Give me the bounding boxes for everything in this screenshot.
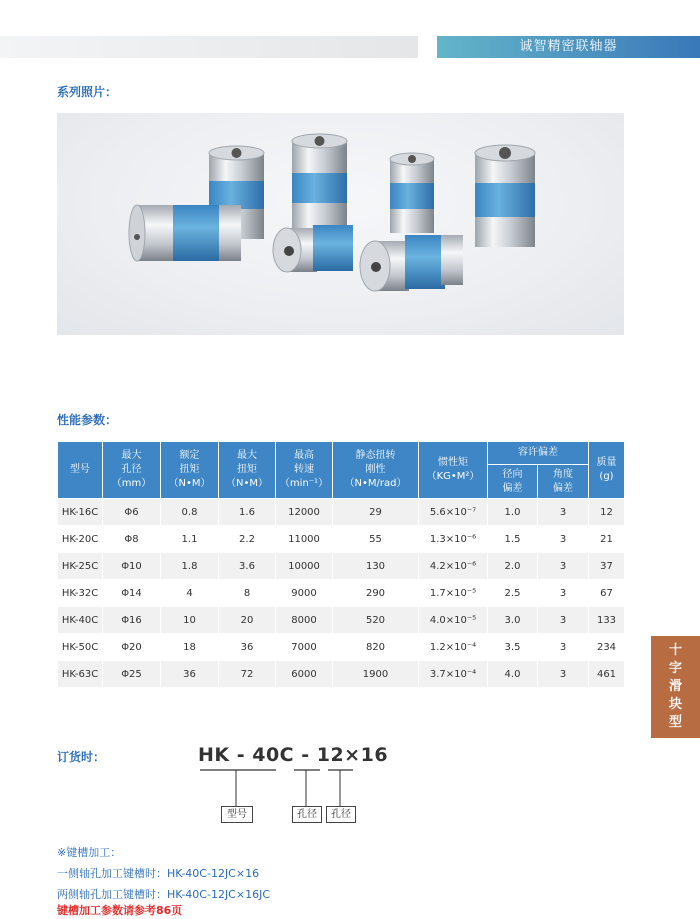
performance-table-body — [58, 499, 625, 688]
table-cell: 3 — [538, 661, 589, 688]
col-bore-line2: 孔径 — [121, 464, 142, 475]
col-stiffness-line3: （N•M/rad） — [344, 478, 407, 489]
table-cell: Φ8 — [103, 526, 161, 553]
table-cell: 520 — [333, 607, 419, 634]
table-row — [58, 553, 625, 580]
table-cell: 3 — [538, 607, 589, 634]
table-cell: 820 — [333, 634, 419, 661]
table-cell: 10000 — [276, 553, 333, 580]
order-label-bore-2: 孔径 — [326, 806, 356, 823]
coupling-illustration — [57, 113, 624, 335]
table-cell: HK-16C — [58, 499, 103, 526]
col-max-speed — [276, 442, 333, 499]
col-rated-torque-line2: 扭矩 — [179, 464, 200, 475]
table-row — [58, 634, 625, 661]
keyway-reference-note: 键槽加工参数请参考86页 — [57, 904, 183, 917]
col-stiffness-line2: 刚性 — [365, 464, 386, 475]
table-cell: 0.8 — [161, 499, 219, 526]
col-max-torque-line2: 扭矩 — [237, 464, 257, 475]
col-max-torque-line3: （N•M） — [225, 478, 268, 489]
table-cell: HK-40C — [58, 607, 103, 634]
header-grey-bar — [0, 36, 418, 58]
table-cell: 8000 — [276, 607, 333, 634]
coupling-standing-2 — [292, 134, 347, 231]
table-cell: 7000 — [276, 634, 333, 661]
keyway-notes — [57, 842, 270, 905]
table-cell: 3.0 — [488, 607, 538, 634]
table-cell: 6000 — [276, 661, 333, 688]
col-stiffness — [333, 442, 419, 499]
table-cell: 130 — [333, 553, 419, 580]
table-cell: 3.5 — [488, 634, 538, 661]
table-cell: 36 — [219, 634, 276, 661]
table-cell: 1.0 — [488, 499, 538, 526]
side-tab-char: 型 — [668, 715, 682, 730]
table-cell: 3 — [538, 580, 589, 607]
order-code-brackets — [198, 768, 358, 808]
brand-title: 诚智精密联轴器 — [519, 39, 618, 54]
col-rated-torque-line1: 额定 — [179, 450, 200, 461]
table-cell: 461 — [589, 661, 625, 688]
side-tab-char: 十 — [668, 643, 682, 658]
table-row — [58, 526, 625, 553]
table-cell: 21 — [589, 526, 625, 553]
table-cell: 37 — [589, 553, 625, 580]
side-tab-char: 滑 — [668, 679, 682, 694]
table-cell: 1900 — [333, 661, 419, 688]
table-cell: 290 — [333, 580, 419, 607]
table-cell: 4.0×10⁻⁵ — [419, 607, 488, 634]
col-radial-line1: 径向 — [502, 468, 523, 480]
table-cell: 3 — [538, 634, 589, 661]
side-tab-char: 块 — [668, 697, 682, 712]
table-cell: Φ10 — [103, 553, 161, 580]
table-cell: 1.5 — [488, 526, 538, 553]
table-cell: 3 — [538, 553, 589, 580]
table-cell: 2.2 — [219, 526, 276, 553]
table-cell: 67 — [589, 580, 625, 607]
table-cell: 4.2×10⁻⁶ — [419, 553, 488, 580]
table-cell: 1.7×10⁻⁵ — [419, 580, 488, 607]
table-cell: HK-50C — [58, 634, 103, 661]
product-photo — [57, 113, 624, 335]
order-label-model: 型号 — [221, 806, 253, 823]
side-tab-char: 字 — [668, 661, 682, 676]
table-cell: 5.6×10⁻⁷ — [419, 499, 488, 526]
coupling-lying-3 — [360, 235, 463, 291]
table-cell: 12000 — [276, 499, 333, 526]
col-inertia — [419, 442, 488, 499]
table-cell: 2.0 — [488, 553, 538, 580]
coupling-lying-2 — [273, 225, 353, 272]
col-mass-line1: 质量 — [596, 457, 617, 468]
col-rated-torque-line3: （N•M） — [168, 478, 211, 489]
table-row — [58, 661, 625, 688]
col-max-torque-line1: 最大 — [237, 450, 257, 461]
table-cell: 4.0 — [488, 661, 538, 688]
keyway-one-side: 一侧轴孔加工键槽时：HK-40C-12JC×16 — [57, 867, 260, 880]
table-cell: 36 — [161, 661, 219, 688]
performance-section-title: 性能参数： — [57, 413, 118, 427]
col-max-speed-line3: （min⁻¹） — [279, 478, 329, 489]
table-row — [58, 580, 625, 607]
col-bore — [103, 442, 161, 499]
table-cell: HK-32C — [58, 580, 103, 607]
col-angular-line2: 偏差 — [553, 482, 573, 494]
col-angular-line1: 角度 — [553, 468, 573, 480]
table-cell: 1.3×10⁻⁶ — [419, 526, 488, 553]
keyway-two-side: 两侧轴孔加工键槽时：HK-40C-12JC×16JC — [57, 888, 271, 901]
col-inertia-line1: 惯性矩 — [438, 457, 468, 468]
table-cell: 18 — [161, 634, 219, 661]
table-cell: 9000 — [276, 580, 333, 607]
keyway-title: ※键槽加工： — [57, 846, 122, 859]
col-max-torque — [219, 442, 276, 499]
table-cell: HK-25C — [58, 553, 103, 580]
col-mass — [589, 442, 625, 499]
brand-banner — [437, 36, 700, 58]
table-cell: 72 — [219, 661, 276, 688]
table-cell: HK-63C — [58, 661, 103, 688]
col-bore-line1: 最大 — [121, 450, 142, 461]
col-angular — [538, 465, 589, 499]
table-cell: HK-20C — [58, 526, 103, 553]
order-section-title: 订货时： — [57, 750, 106, 764]
table-cell: 55 — [333, 526, 419, 553]
col-rated-torque — [161, 442, 219, 499]
table-cell: 12 — [589, 499, 625, 526]
col-max-speed-line2: 转速 — [294, 464, 314, 475]
table-cell: 3.6 — [219, 553, 276, 580]
table-cell: 1.1 — [161, 526, 219, 553]
col-model: 型号 — [58, 442, 103, 499]
table-cell: 3.7×10⁻⁴ — [419, 661, 488, 688]
col-max-speed-line1: 最高 — [294, 450, 314, 461]
table-cell: 3 — [538, 526, 589, 553]
coupling-standing-3 — [390, 153, 434, 233]
table-cell: 133 — [589, 607, 625, 634]
table-row — [58, 607, 625, 634]
col-radial — [488, 465, 538, 499]
col-radial-line2: 偏差 — [502, 482, 523, 494]
table-cell: Φ14 — [103, 580, 161, 607]
col-stiffness-line1: 静态扭转 — [355, 450, 396, 461]
category-side-tab — [651, 636, 700, 738]
table-cell: 234 — [589, 634, 625, 661]
col-mass-line2: (g) — [599, 471, 614, 482]
performance-table — [57, 441, 625, 688]
table-cell: Φ20 — [103, 634, 161, 661]
table-cell: 1.6 — [219, 499, 276, 526]
col-inertia-line2: （KG•M²） — [426, 471, 480, 482]
coupling-standing-4 — [475, 145, 535, 247]
table-cell: 20 — [219, 607, 276, 634]
table-cell: Φ16 — [103, 607, 161, 634]
coupling-lying-1 — [129, 205, 241, 261]
order-code-example: HK - 40C - 12×16 — [198, 744, 389, 766]
photos-section-title: 系列照片： — [57, 85, 118, 99]
order-label-bore-1: 孔径 — [292, 806, 322, 823]
table-cell: 11000 — [276, 526, 333, 553]
col-bore-line3: （mm） — [111, 478, 152, 489]
table-cell: 2.5 — [488, 580, 538, 607]
table-cell: 8 — [219, 580, 276, 607]
table-cell: 1.2×10⁻⁴ — [419, 634, 488, 661]
table-cell: 10 — [161, 607, 219, 634]
table-cell: 3 — [538, 499, 589, 526]
table-cell: Φ6 — [103, 499, 161, 526]
table-cell: 4 — [161, 580, 219, 607]
table-cell: 1.8 — [161, 553, 219, 580]
table-cell: 29 — [333, 499, 419, 526]
table-cell: Φ25 — [103, 661, 161, 688]
col-tolerance: 容许偏差 — [488, 442, 589, 465]
table-row — [58, 499, 625, 526]
